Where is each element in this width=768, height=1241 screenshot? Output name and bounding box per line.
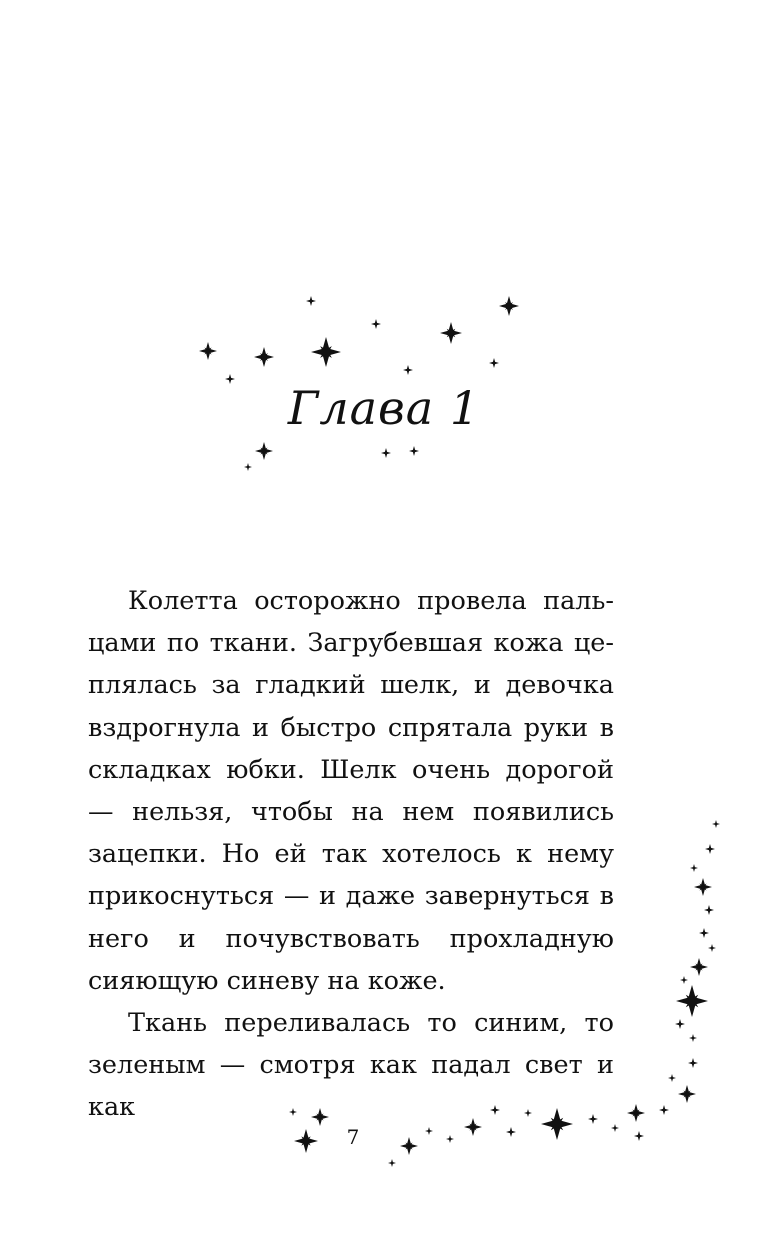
star-icon	[440, 322, 462, 344]
star-icon	[680, 1087, 694, 1101]
star-icon	[699, 928, 709, 938]
star-icon	[704, 905, 714, 915]
paragraph-2: Ткань переливалась то синим, то зеленым — смотря как падал свет и как	[88, 1008, 614, 1123]
star-icon	[659, 1105, 669, 1115]
star-icon	[257, 444, 271, 458]
star-icon	[489, 358, 499, 368]
star-icon	[314, 340, 337, 363]
star-icon	[254, 347, 274, 367]
star-icon	[690, 958, 708, 976]
star-icon	[201, 344, 215, 358]
chapter-body-text	[88, 580, 614, 1129]
star-icon	[501, 298, 517, 314]
star-icon	[634, 1131, 644, 1141]
star-icon	[255, 442, 273, 460]
star-icon	[311, 337, 341, 367]
star-icon	[688, 1058, 698, 1068]
page-number: 7	[346, 1125, 360, 1149]
star-icon	[371, 319, 381, 329]
star-icon	[668, 1074, 676, 1082]
star-icon	[675, 1019, 685, 1029]
star-icon	[694, 878, 712, 896]
star-icon	[692, 960, 706, 974]
star-icon	[696, 880, 710, 894]
star-icon	[256, 349, 272, 365]
star-icon	[690, 864, 698, 872]
star-icon	[199, 342, 217, 360]
star-icon	[442, 324, 459, 341]
star-icon	[689, 1034, 697, 1042]
star-icon	[499, 296, 519, 316]
star-icon	[400, 1137, 418, 1155]
star-icon	[627, 1104, 645, 1122]
star-icon	[409, 446, 419, 456]
star-icon	[705, 844, 715, 854]
star-icon	[306, 296, 316, 306]
star-icon	[297, 1132, 316, 1151]
paragraph-1: Колетта осторожно провела пальцами по ткани. Загрубевшая кожа цеплялась за гладкий шелк, и девочка вздрогнула и быстро спрятала руки в складках юбки. Шелк очень дорогой — нельзя, чтобы на нем появились зацепки. Но ей так хотелось к нему прикоснуться — и даже завернуться в него и почувствовать прохладную сияющую синеву на коже.	[88, 586, 614, 996]
star-icon	[680, 976, 688, 984]
star-icon	[680, 989, 705, 1014]
star-icon	[403, 365, 413, 375]
star-icon	[402, 1139, 416, 1153]
star-icon	[629, 1106, 643, 1120]
star-icon	[708, 944, 716, 952]
star-icon	[678, 1085, 696, 1103]
star-icon	[676, 985, 708, 1017]
chapter-title: Глава 1	[287, 381, 481, 435]
star-icon	[381, 448, 391, 458]
star-icon	[244, 463, 252, 471]
star-icon	[294, 1129, 318, 1153]
star-icon	[388, 1159, 396, 1167]
star-icon	[446, 1135, 454, 1143]
star-icon	[712, 820, 720, 828]
